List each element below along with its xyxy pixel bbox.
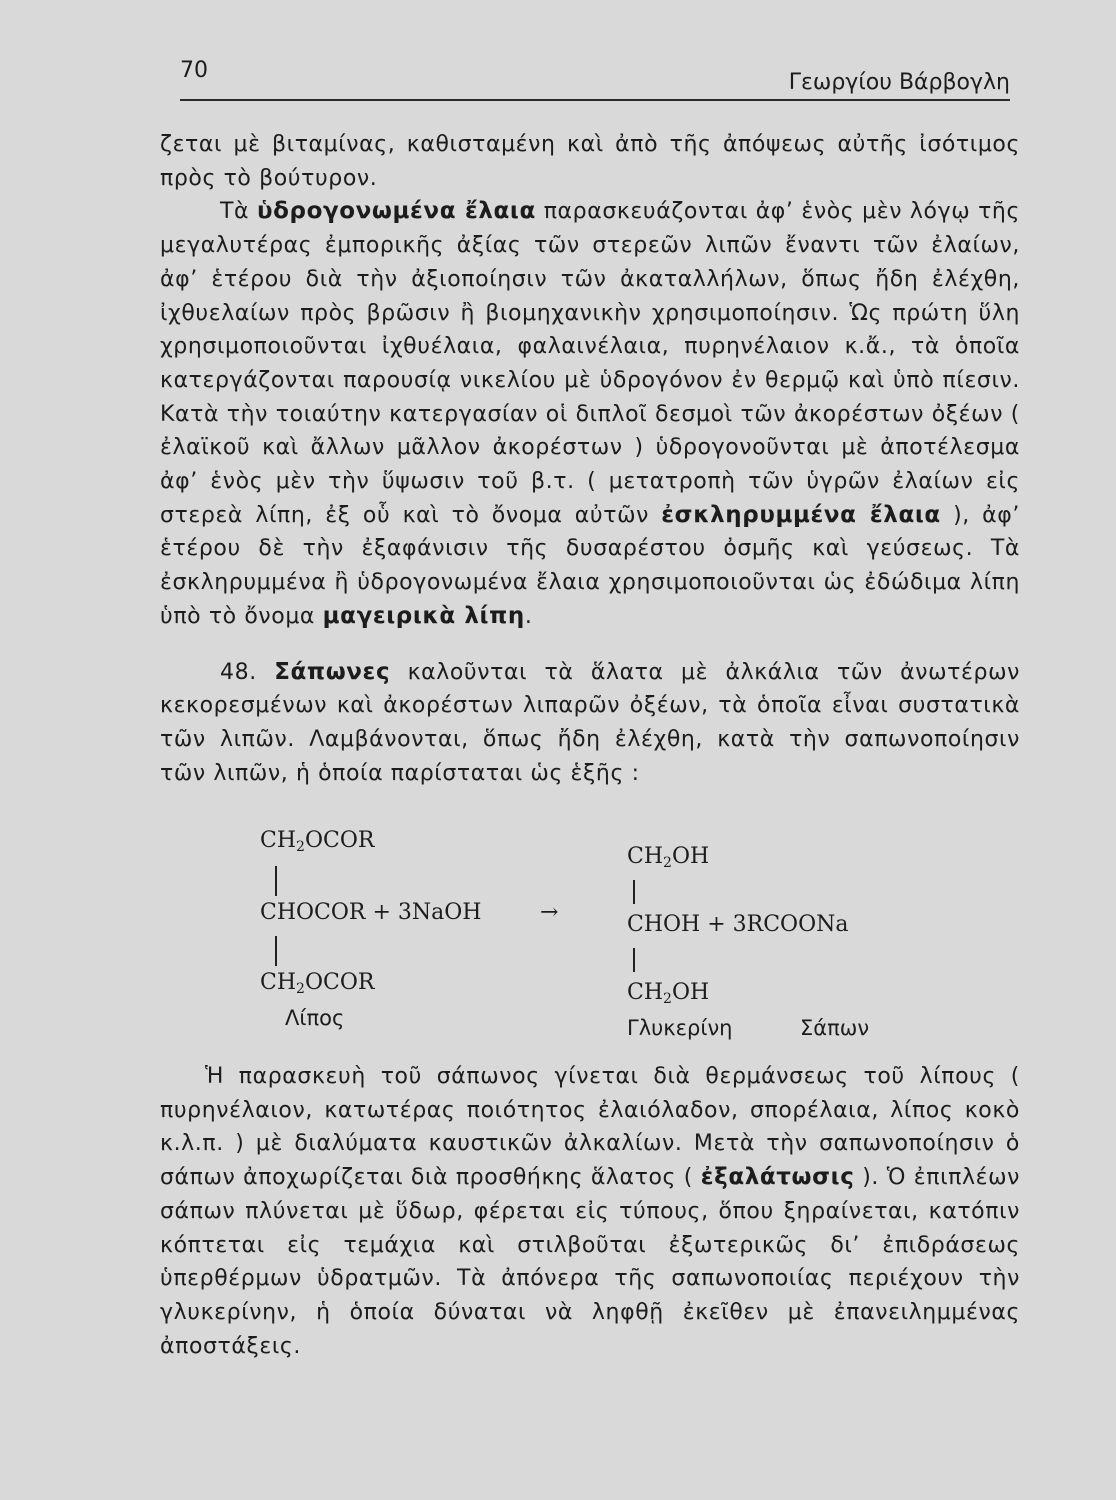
saponification-equation <box>255 828 955 1048</box>
term-salting-out: ἐξαλάτωσις <box>700 1164 855 1191</box>
bond-line <box>275 866 277 896</box>
body-text <box>160 128 1020 790</box>
bond-line <box>633 948 635 972</box>
text-run: Τὰ <box>220 199 257 225</box>
label-fat: Λίπος <box>285 1006 345 1030</box>
text-run: Ἡ παρασκευὴ τοῦ σάπωνος γίνεται διὰ θερμάνσεως τοῦ λίπους ( πυρηνέλαιον, κατωτέρας ποιότητος ἐλαιόλαδον, σπορέλαια, λίπος κοκὸ κ.λ.π. ) μὲ διαλύματα καυστικῶν ἀλκαλίων. Μετὰ τὴν σαπωνοποίησιν ὁ σάπων ἀποχωρίζεται διὰ προσθήκης ἅλατος ( <box>160 1064 1020 1191</box>
term-soaps: Σάπωνες <box>274 658 391 685</box>
formula-left-top: $CH_2OCOR$ <box>260 828 375 855</box>
label-soap: Σάπων <box>800 1016 870 1040</box>
term-cooking-fats: μαγειρικὰ λίπη <box>322 602 525 629</box>
paragraph-hydrogenated-oils <box>160 195 1020 633</box>
formula-left-bottom: $CH_2OCOR$ <box>260 970 375 997</box>
term-hardened-oils: ἐσκληρυμμένα ἔλαια <box>661 501 941 528</box>
formula-right-mid: CHOH + 3RCOONa <box>627 912 849 937</box>
reaction-arrow: → <box>540 900 559 925</box>
formula-right-top: $CH_2OH$ <box>627 844 710 871</box>
section-number: 48. <box>220 659 275 685</box>
page-number: 70 <box>180 58 208 83</box>
text-run: ). Ὁ ἐπιπλέων σάπων πλύνεται μὲ ὕδωρ, φέρεται εἰς τύπους, ὅπου ξηραίνεται, κατόπιν κόπτεται εἰς τεμάχια καὶ στιλβοῦται ἐξωτερικῶς δι’ ἐπιδράσεως ὑπερθέρμων ὑδρατμῶν. Τὰ ἀπόνερα τῆς σαπωνοποιίας περιέχουν τὴν γλυκερίνην, ἡ ὁποία δύναται νὰ ληφθῇ ἐκεῖθεν μὲ ἐπανειλημμένας ἀποστάξεις. <box>160 1165 1020 1359</box>
soap-preparation-text <box>160 1060 1020 1363</box>
running-head: Γεωργίου Βάρβογλη <box>788 70 1010 95</box>
text-run: παρασκευάζονται ἀφ’ ἑνὸς μὲν λόγῳ τῆς μεγαλυτέρας ἐμπορικῆς ἀξίας τῶν στερεῶν λιπῶν ἔναντι τῶν ἐλαίων, ἀφ’ ἑτέρου διὰ τὴν ἀξιοποίησιν τῶν ἀκαταλλήλων, ὅπως ἤδη ἐλέχθη, ἰχθυελαίων πρὸς βρῶσιν ἢ βιομηχανικὴν χρησιμοποίησιν. Ὡς πρώτη ὕλη χρησιμοποιοῦνται ἰχθυέλαια, φαλαινέλαια, πυρηνέλαιον κ.ἄ., τὰ ὁποῖα κατεργάζονται παρουσίᾳ νικελίου μὲ ὑδρογόνον ἐν θερμῷ καὶ ὑπὸ πίεσιν. Κατὰ τὴν τοιαύτην κατεργασίαν οἱ διπλοῖ δεσμοὶ τῶν ἀκορέστων ὀξέων ( ἐλαϊκοῦ καὶ ἄλλων μᾶλλον ἀκορέστων ) ὑδρογονοῦνται μὲ ἀποτέλεσμα ἀφ’ ἑνὸς μὲν τὴν ὕψωσιν τοῦ β.τ. ( μετατροπὴ τῶν ὑγρῶν ἐλαίων εἰς στερεὰ λίπη, ἐξ οὗ καὶ τὸ ὄνομα αὐτῶν <box>160 199 1020 528</box>
text-run: ), ἀφ’ ἑτέρου δὲ τὴν ἐξαφάνισιν τῆς δυσαρέστου ὀσμῆς καὶ γεύσεως. Τὰ ἐσκληρυμμένα ἢ ὑδρογονωμένα ἔλαια χρησιμοποιοῦνται ὡς ἐδώδιμα λίπη ὑπὸ τὸ ὄνομα <box>160 502 1020 629</box>
label-glycerin: Γλυκερίνη <box>627 1016 733 1040</box>
formula-right-bottom: $CH_2OH$ <box>627 980 710 1007</box>
paragraph-section-48 <box>160 656 1020 791</box>
term-hydrogenated-oils: ὑδρογονωμένα ἔλαια <box>256 198 536 225</box>
paragraph-continuation: ζεται μὲ βιταμίνας, καθισταμένη καὶ ἀπὸ τῆς ἀπόψεως αὐτῆς ἰσότιμος πρὸς τὸ βούτυρον. <box>160 132 1020 191</box>
bond-line <box>633 880 635 904</box>
paragraph-soap-preparation <box>160 1060 1020 1363</box>
bond-line <box>275 936 277 966</box>
text-run: . <box>524 603 533 629</box>
formula-left-mid: CHOCOR + 3NaOH <box>260 900 482 925</box>
header-rule <box>180 99 1010 101</box>
text-run: καλοῦνται τὰ ἅλατα μὲ ἀλκάλια τῶν ἀνωτέρων κεκορεσμένων καὶ ἀκορέστων λιπαρῶν ὀξέων, τὰ ὁποῖα εἶναι συστατικὰ τῶν λιπῶν. Λαμβάνονται, ὅπως ἤδη ἐλέχθη, κατὰ τὴν σαπωνοποίησιν τῶν λιπῶν, ἡ ὁποία παρίσταται ὡς ἑξῆς : <box>160 659 1020 786</box>
page-header <box>180 58 1010 98</box>
